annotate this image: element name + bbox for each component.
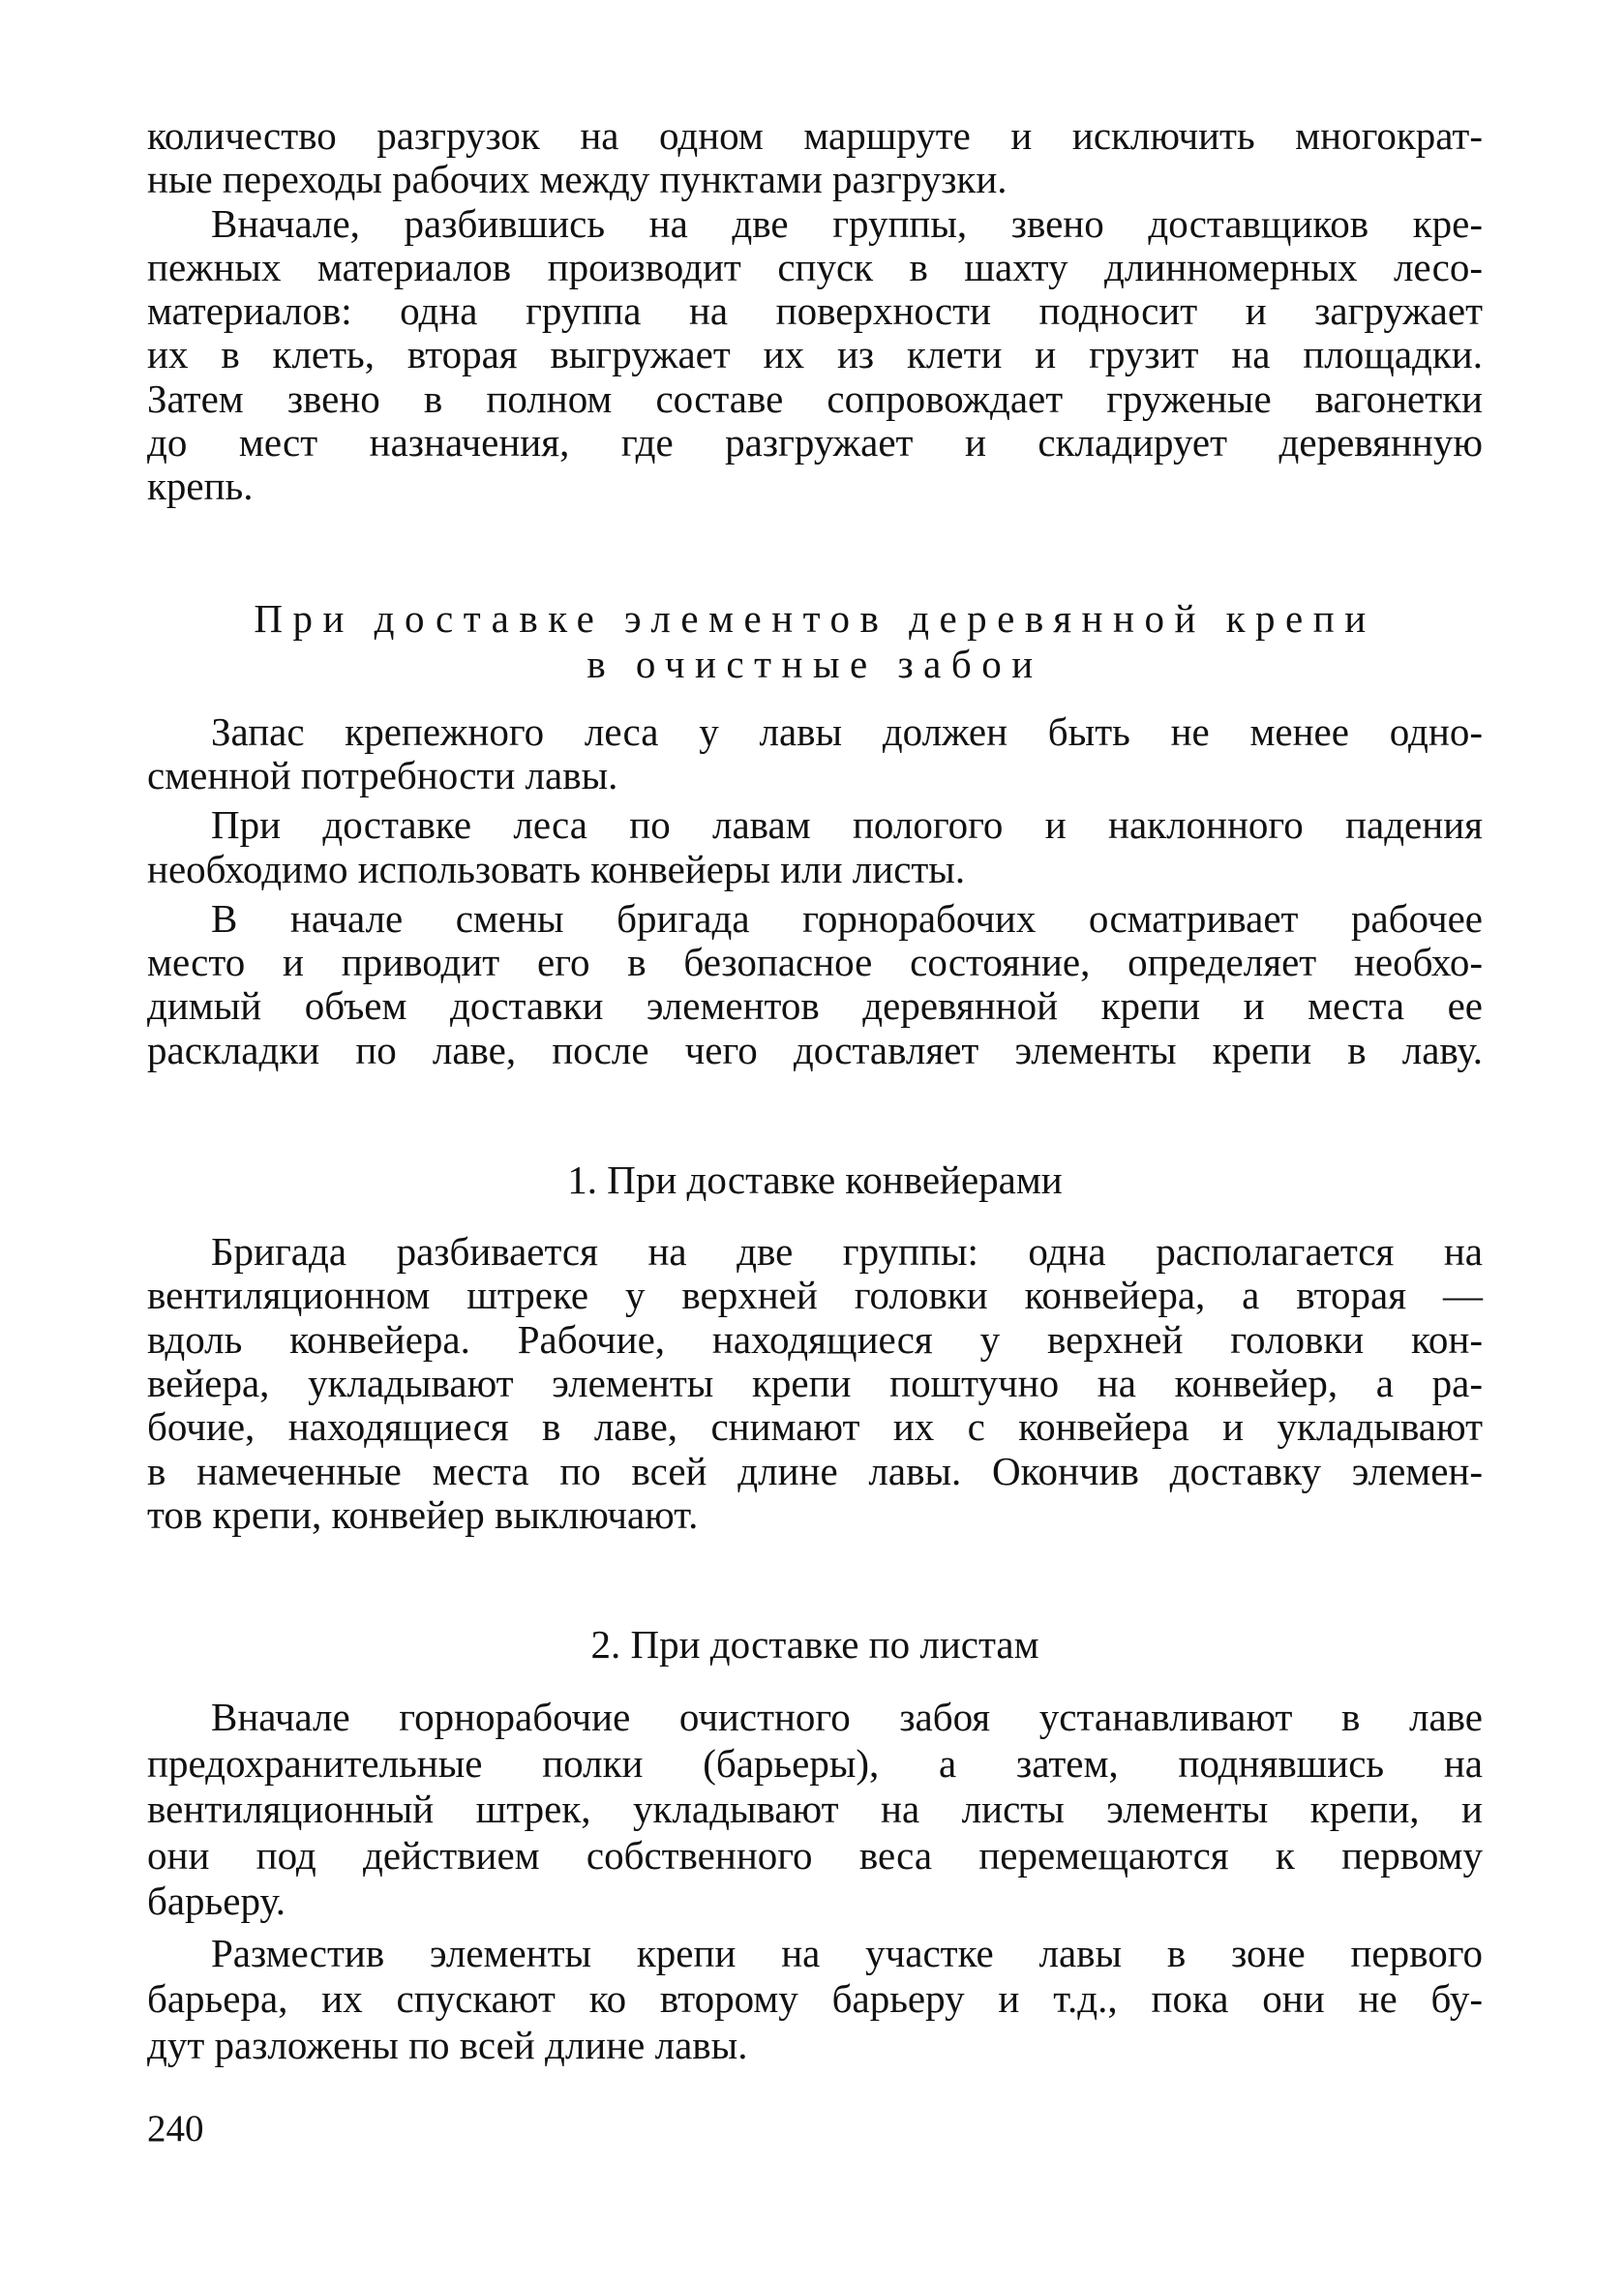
- text-line: При доставке леса по лавам пологого и наклонного падения: [211, 802, 1483, 848]
- text-line: их в клеть, вторая выгружает их из клети и грузит на площадки.: [147, 332, 1483, 377]
- section-title-line: При доставке элементов деревянной крепи: [254, 595, 1376, 641]
- text-line: вдоль конвейера. Рабочие, находящиеся у верхней головки кон-: [147, 1316, 1483, 1362]
- text-line: место и приводит его в безопасное состояние, определяет необхо-: [147, 940, 1483, 985]
- text-line: количество разгрузок на одном маршруте и исключить многократ-: [147, 113, 1483, 158]
- text-line: вейера, укладывают элементы крепи поштучно на конвейер, а ра-: [147, 1360, 1483, 1405]
- subsection-title-conveyor: 1. При доставке конвейерами: [567, 1158, 1063, 1203]
- page-body: [147, 114, 1483, 2068]
- subsection-title-sheets: 2. При доставке по листам: [590, 1622, 1039, 1668]
- text-line: барьеру.: [147, 1879, 286, 1924]
- text-line: в намеченные места по всей длине лавы. Окончив доставку элемен-: [147, 1448, 1483, 1493]
- text-line: Вначале, разбившись на две группы, звено доставщиков кре-: [211, 200, 1483, 246]
- page-number: 240: [147, 2108, 204, 2150]
- section-title-line: в очистные забои: [586, 641, 1043, 686]
- paragraph-loading: [147, 202, 1483, 509]
- paragraph-intro: [147, 114, 1483, 202]
- text-line: они под действием собственного веса перемещаются к первому: [147, 1832, 1483, 1878]
- text-line: ные переходы рабочих между пунктами разгрузки.: [147, 157, 1007, 202]
- text-line: дут разложены по всей длине лавы.: [147, 2022, 748, 2067]
- text-line: Бригада разбивается на две группы: одна располагается на: [211, 1229, 1483, 1275]
- text-line: вентиляционном штреке у верхней головки конвейера, а вторая —: [147, 1273, 1483, 1318]
- text-line: бочие, находящиеся в лаве, снимают их с конвейера и укладывают: [147, 1404, 1483, 1450]
- text-line: Запас крепежного леса у лавы должен быть не менее одно-: [211, 708, 1483, 754]
- text-line: материалов: одна группа на поверхности подносит и загружает: [147, 288, 1483, 334]
- text-line: В начале смены бригада горнорабочих осматривает рабочее: [211, 895, 1483, 941]
- text-line: необходимо использовать конвейеры или листы.: [147, 846, 966, 891]
- paragraph-sheets: [147, 1695, 1483, 1925]
- text-line: раскладки по лаве, после чего доставляет элементы крепи в лаву.: [147, 1027, 1483, 1072]
- text-line: крепь.: [147, 464, 254, 509]
- text-line: до мест назначения, где разгружает и складирует деревянную: [147, 420, 1483, 466]
- section-title: [147, 596, 1483, 687]
- text-line: вентиляционный штрек, укладывают на листы элементы крепи, и: [147, 1787, 1483, 1832]
- paragraph-stock: [147, 710, 1483, 798]
- text-line: Разместив элементы крепи на участке лавы в зоне первого: [211, 1930, 1483, 1975]
- paragraph-barriers: [147, 1931, 1483, 2069]
- text-line: Затем звено в полном составе сопровождает груженые вагонетки: [147, 376, 1483, 421]
- text-line: Вначале горнорабочие очистного забоя устанавливают в лаве: [211, 1695, 1483, 1740]
- paragraph-shift-start: [147, 897, 1483, 1072]
- text-line: пежных материалов производит спуск в шахту длинномерных лесо-: [147, 244, 1483, 289]
- text-line: барьера, их спускают ко второму барьеру и т.д., пока они не бу-: [147, 1976, 1483, 2022]
- text-line: предохранительные полки (барьеры), а затем, поднявшись на: [147, 1740, 1483, 1786]
- text-line: сменной потребности лавы.: [147, 752, 618, 797]
- paragraph-conveyor: [147, 1230, 1483, 1537]
- text-line: тов крепи, конвейер выключают.: [147, 1491, 699, 1537]
- paragraph-method: [147, 803, 1483, 891]
- text-line: димый объем доставки элементов деревянной крепи и места ее: [147, 983, 1483, 1029]
